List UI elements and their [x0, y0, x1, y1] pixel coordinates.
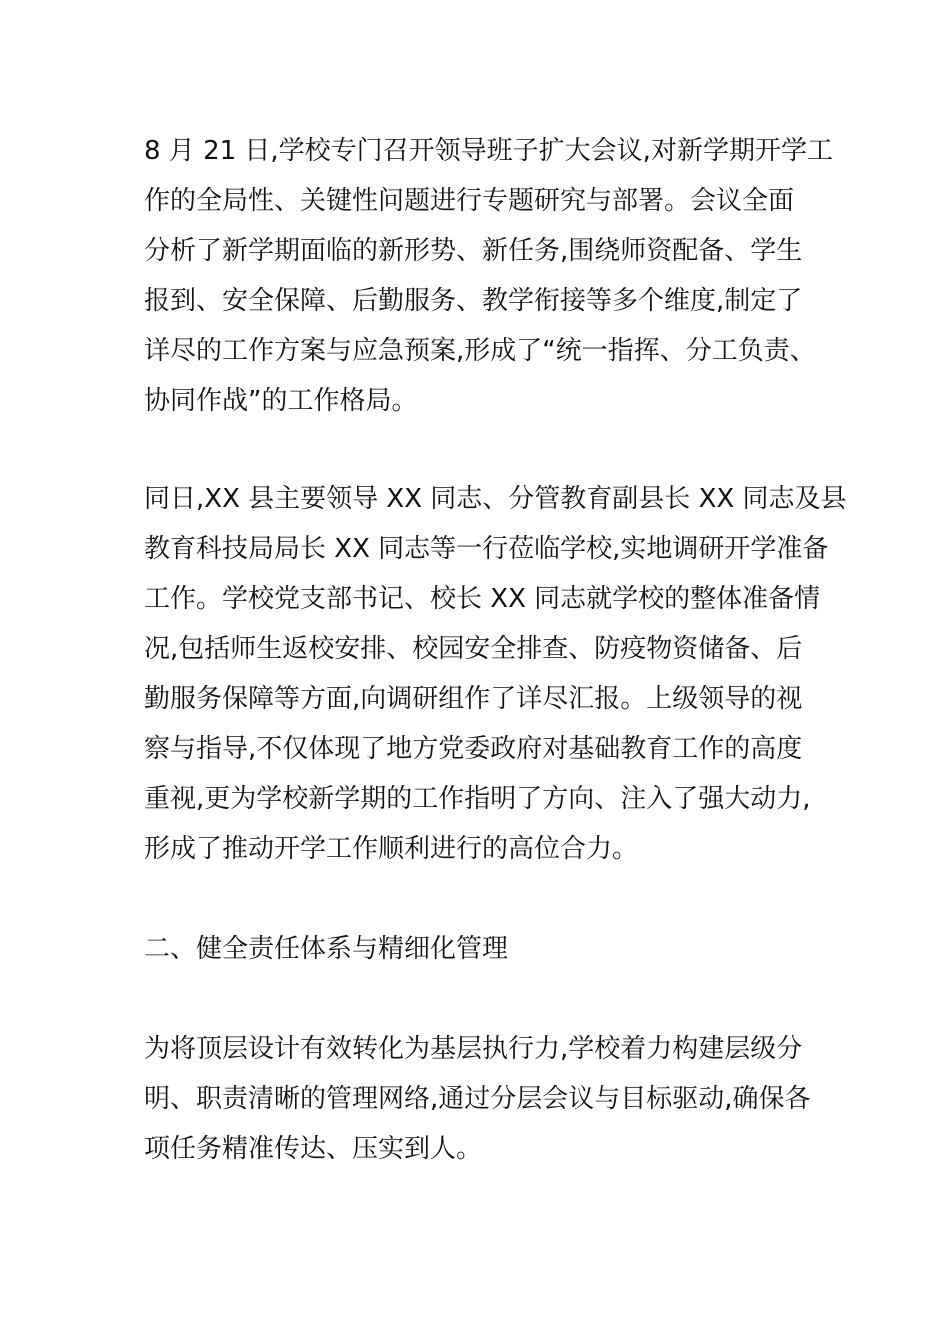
paragraph-line: 同日,XX 县主要领导 XX 同志、分管教育副县长 XX 同志及县 — [144, 484, 847, 514]
paragraph-line: 重视,更为学校新学期的工作指明了方向、注入了强大动力, — [144, 784, 811, 814]
paragraph-line: 勤服务保障等方面,向调研组作了详尽汇报。上级领导的视 — [144, 684, 803, 714]
paragraph-line: 分析了新学期面临的新形势、新任务,围绕师资配备、学生 — [144, 236, 803, 266]
paragraph-meeting — [144, 126, 844, 426]
paragraph-line: 形成了推动开学工作顺利进行的高位合力。 — [144, 834, 639, 864]
paragraph-line: 报到、安全保障、后勤服务、教学衔接等多个维度,制定了 — [144, 286, 803, 316]
paragraph-line: 项任务精准传达、压实到人。 — [144, 1134, 483, 1164]
paragraph-line: 协同作战”的工作格局。 — [144, 386, 418, 416]
section-heading-text: 二、健全责任体系与精细化管理 — [144, 934, 509, 964]
paragraph-line: 为将顶层设计有效转化为基层执行力,学校着力构建层级分 — [144, 1034, 803, 1064]
paragraph-line: 详尽的工作方案与应急预案,形成了“统一指挥、分工负责、 — [144, 336, 816, 366]
paragraph-leadership-visit — [144, 474, 847, 874]
paragraph-line: 教育科技局局长 XX 同志等一行莅临学校,实地调研开学准备 — [144, 534, 829, 564]
paragraph-line: 察与指导,不仅体现了地方党委政府对基础教育工作的高度 — [144, 734, 803, 764]
section-heading — [144, 924, 844, 974]
paragraph-line: 8 月 21 日,学校专门召开领导班子扩大会议,对新学期开学工 — [144, 136, 833, 166]
paragraph-line: 明、职责清晰的管理网络,通过分层会议与目标驱动,确保各 — [144, 1084, 811, 1114]
paragraph-line: 作的全局性、关键性问题进行专题研究与部署。会议全面 — [144, 186, 795, 216]
paragraph-line: 况,包括师生返校安排、校园安全排查、防疫物资储备、后 — [144, 634, 803, 664]
paragraph-responsibility — [144, 1024, 844, 1174]
paragraph-line: 工作。学校党支部书记、校长 XX 同志就学校的整体准备情 — [144, 584, 821, 614]
